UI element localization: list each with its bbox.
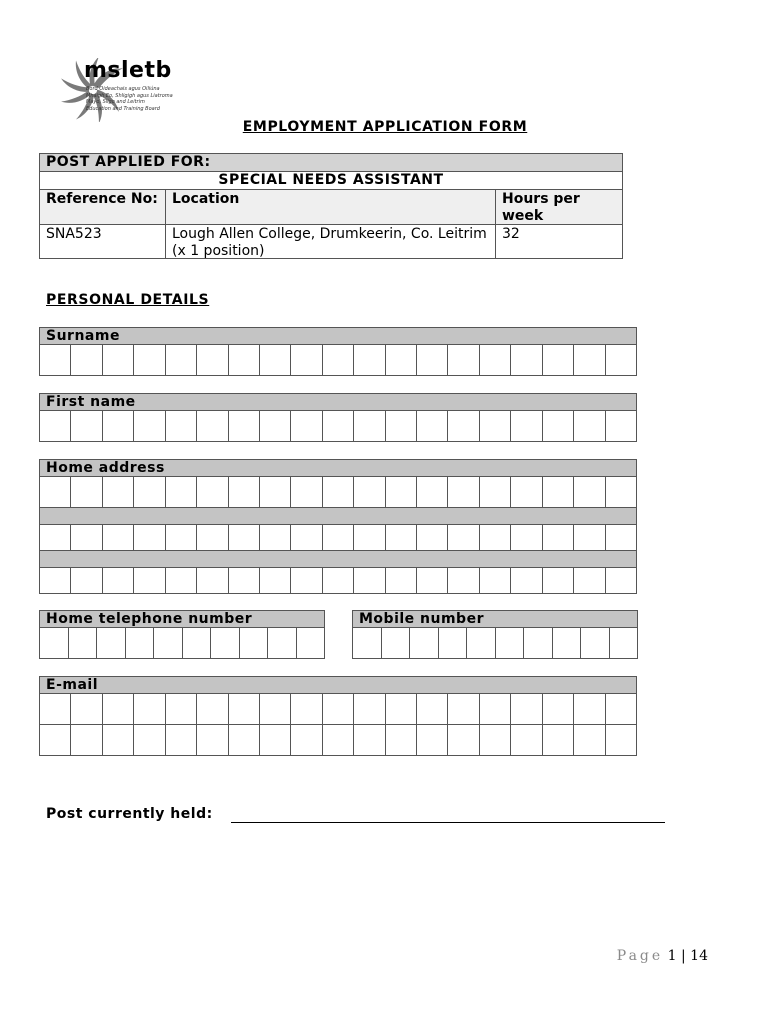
character-box[interactable] [126,628,155,659]
character-box[interactable] [574,345,605,376]
character-box[interactable] [511,694,542,725]
character-box[interactable] [211,628,240,659]
character-box[interactable] [417,524,448,551]
character-box[interactable] [71,694,102,725]
character-box[interactable] [134,477,165,508]
character-box[interactable] [606,477,637,508]
character-box[interactable] [166,725,197,756]
character-box[interactable] [71,567,102,594]
character-box[interactable] [291,411,322,442]
character-box[interactable] [69,628,98,659]
column-divider [495,190,496,259]
character-box[interactable] [71,477,102,508]
character-box[interactable] [291,524,322,551]
character-box[interactable] [480,477,511,508]
character-box[interactable] [417,411,448,442]
first-name-label: First name [39,393,637,411]
character-box[interactable] [197,567,228,594]
character-box[interactable] [323,477,354,508]
character-box[interactable] [553,628,582,659]
character-box[interactable] [574,411,605,442]
character-box[interactable] [134,345,165,376]
character-box[interactable] [103,567,134,594]
character-box[interactable] [386,694,417,725]
character-box[interactable] [229,477,260,508]
character-box[interactable] [291,567,322,594]
character-box[interactable] [511,725,542,756]
character-box[interactable] [354,694,385,725]
character-box[interactable] [260,411,291,442]
character-box[interactable] [260,567,291,594]
character-box[interactable] [448,725,479,756]
character-box[interactable] [103,725,134,756]
character-box[interactable] [448,694,479,725]
character-box[interactable] [574,477,605,508]
character-box[interactable] [40,628,69,659]
character-box[interactable] [71,411,102,442]
character-box[interactable] [386,567,417,594]
home-address-input-line-2[interactable] [39,524,637,551]
character-box[interactable] [260,345,291,376]
home-address-label: Home address [39,459,637,477]
surname-label: Surname [39,327,637,345]
character-box[interactable] [448,477,479,508]
character-box[interactable] [386,345,417,376]
character-box[interactable] [480,411,511,442]
character-box[interactable] [229,694,260,725]
email-label: E-mail [39,676,637,694]
character-box[interactable] [297,628,326,659]
character-box[interactable] [511,524,542,551]
email-input-line-1[interactable] [39,694,637,725]
character-box[interactable] [354,477,385,508]
character-box[interactable] [448,345,479,376]
address-separator-bar [39,507,637,525]
page-word: Page [616,948,664,964]
character-box[interactable] [543,725,574,756]
character-box[interactable] [291,694,322,725]
character-box[interactable] [386,411,417,442]
character-box[interactable] [260,477,291,508]
character-box[interactable] [197,524,228,551]
column-divider [165,190,166,259]
character-box[interactable] [166,345,197,376]
character-box[interactable] [574,524,605,551]
character-box[interactable] [448,411,479,442]
character-box[interactable] [353,628,382,659]
character-box[interactable] [606,345,637,376]
character-box[interactable] [229,411,260,442]
character-box[interactable] [103,345,134,376]
character-box[interactable] [354,567,385,594]
reference-header: Reference No: [40,190,166,225]
character-box[interactable] [610,628,639,659]
character-box[interactable] [543,477,574,508]
reference-value: SNA523 [46,226,102,242]
character-box[interactable] [71,524,102,551]
character-box[interactable] [40,345,71,376]
character-box[interactable] [71,725,102,756]
character-box[interactable] [574,725,605,756]
home-address-input-line-3[interactable] [39,567,637,594]
character-box[interactable] [524,628,553,659]
post-currently-held-label: Post currently held: [46,806,213,822]
character-box[interactable] [40,477,71,508]
character-box[interactable] [291,477,322,508]
character-box[interactable] [606,411,637,442]
home-telephone-input[interactable] [39,628,325,659]
character-box[interactable] [543,694,574,725]
post-applied-label: POST APPLIED FOR: [40,154,622,172]
character-box[interactable] [480,524,511,551]
character-box[interactable] [606,725,637,756]
page-separator: | [681,948,686,964]
character-box[interactable] [229,567,260,594]
character-box[interactable] [134,524,165,551]
form-title: EMPLOYMENT APPLICATION FORM [242,119,528,135]
page-current: 1 [667,948,677,964]
character-box[interactable] [581,628,610,659]
character-box[interactable] [229,345,260,376]
character-box[interactable] [323,345,354,376]
character-box[interactable] [134,694,165,725]
character-box[interactable] [417,725,448,756]
character-box[interactable] [229,524,260,551]
character-box[interactable] [417,477,448,508]
character-box[interactable] [103,694,134,725]
character-box[interactable] [183,628,212,659]
mobile-input[interactable] [352,628,638,659]
character-box[interactable] [103,411,134,442]
character-box[interactable] [417,345,448,376]
character-box[interactable] [543,524,574,551]
character-box[interactable] [543,411,574,442]
character-box[interactable] [134,725,165,756]
character-box[interactable] [480,725,511,756]
character-box[interactable] [410,628,439,659]
logo-brand-text: msletb [84,58,172,83]
character-box[interactable] [448,567,479,594]
character-box[interactable] [467,628,496,659]
character-box[interactable] [323,411,354,442]
character-box[interactable] [543,567,574,594]
character-box[interactable] [197,477,228,508]
character-box[interactable] [511,411,542,442]
character-box[interactable] [134,567,165,594]
character-box[interactable] [268,628,297,659]
post-applied-table [39,153,623,259]
character-box[interactable] [197,345,228,376]
character-box[interactable] [323,725,354,756]
character-box[interactable] [606,524,637,551]
character-box[interactable] [354,524,385,551]
post-currently-held-line[interactable] [231,822,665,823]
character-box[interactable] [386,477,417,508]
character-box[interactable] [511,477,542,508]
character-box[interactable] [480,345,511,376]
character-box[interactable] [166,477,197,508]
character-box[interactable] [229,725,260,756]
character-box[interactable] [40,411,71,442]
character-box[interactable] [606,694,637,725]
character-box[interactable] [448,524,479,551]
character-box[interactable] [260,725,291,756]
character-box[interactable] [417,567,448,594]
character-box[interactable] [291,725,322,756]
page-total: 14 [690,948,708,964]
character-box[interactable] [260,694,291,725]
home-telephone-label: Home telephone number [39,610,325,628]
character-box[interactable] [197,694,228,725]
hours-value: 32 [502,226,520,242]
character-box[interactable] [71,345,102,376]
character-box[interactable] [323,694,354,725]
surname-input[interactable] [39,345,637,376]
character-box[interactable] [382,628,411,659]
location-header: Location [166,190,496,225]
character-box[interactable] [574,694,605,725]
character-box[interactable] [543,345,574,376]
character-box[interactable] [103,524,134,551]
character-box[interactable] [240,628,269,659]
character-box[interactable] [480,694,511,725]
character-box[interactable] [40,725,71,756]
character-box[interactable] [354,345,385,376]
character-box[interactable] [166,524,197,551]
character-box[interactable] [606,567,637,594]
character-box[interactable] [574,567,605,594]
address-separator-bar [39,550,637,568]
character-box[interactable] [439,628,468,659]
character-box[interactable] [323,567,354,594]
character-box[interactable] [154,628,183,659]
character-box[interactable] [480,567,511,594]
character-box[interactable] [511,345,542,376]
character-box[interactable] [354,725,385,756]
character-box[interactable] [40,694,71,725]
character-box[interactable] [197,411,228,442]
character-box[interactable] [323,524,354,551]
hours-header: Hours per week [496,190,622,225]
character-box[interactable] [166,694,197,725]
logo-subtitle: Bord Oideachais agus Oiliúna Mhaigh Eo, Shligigh agus Liatroma Mayo, Sligo and Leitrim Education and Training Board [86,86,173,112]
email-input-line-2[interactable] [39,725,637,756]
character-box[interactable] [354,411,385,442]
character-box[interactable] [97,628,126,659]
mobile-label: Mobile number [352,610,638,628]
character-box[interactable] [417,694,448,725]
page-number [617,948,708,964]
character-box[interactable] [197,725,228,756]
first-name-input[interactable] [39,411,637,442]
post-name: SPECIAL NEEDS ASSISTANT [40,172,622,190]
character-box[interactable] [40,524,71,551]
character-box[interactable] [496,628,525,659]
character-box[interactable] [166,567,197,594]
character-box[interactable] [511,567,542,594]
character-box[interactable] [291,345,322,376]
character-box[interactable] [134,411,165,442]
character-box[interactable] [40,567,71,594]
home-address-input-line-1[interactable] [39,477,637,508]
character-box[interactable] [166,411,197,442]
character-box[interactable] [260,524,291,551]
personal-details-heading: PERSONAL DETAILS [46,292,210,308]
character-box[interactable] [103,477,134,508]
character-box[interactable] [386,725,417,756]
character-box[interactable] [386,524,417,551]
location-value: Lough Allen College, Drumkeerin, Co. Leitrim (x 1 position) [172,226,487,259]
